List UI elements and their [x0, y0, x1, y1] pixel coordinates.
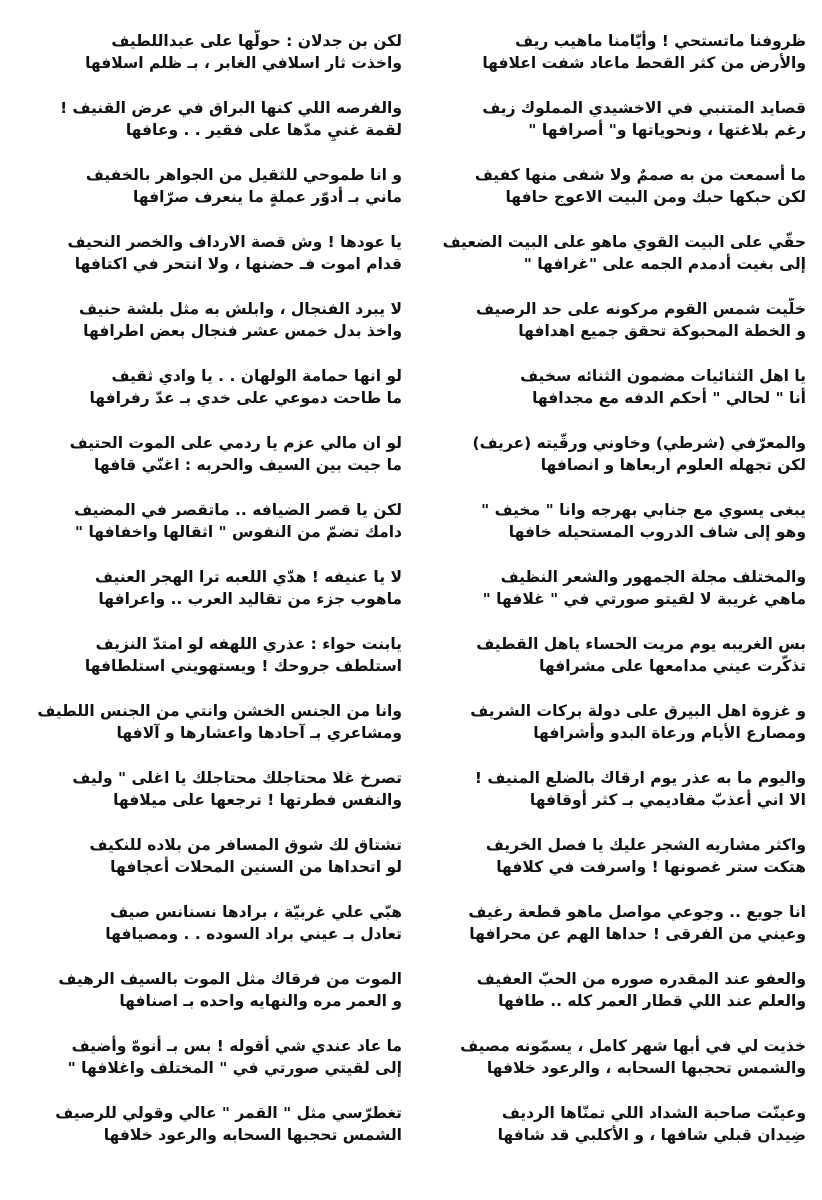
verse-second-hemistich: ماهوب جزء من تقاليد العرب .. واعرافها: [98, 590, 402, 608]
verse-second-hemistich: تذكّرت عيني مدامعها على مشرافها: [539, 657, 806, 675]
verse-second-hemistich: وعيني من الفرقى ! حداها الهم عن محرافها: [469, 925, 806, 943]
verse-second-hemistich: إلى لقيتي صورتي في " المختلف واغلافها ": [67, 1059, 402, 1077]
verse-first-hemistich: لكن بن جدلان : حولّها على عبداللطيف: [111, 32, 402, 50]
verse: [10, 633, 402, 700]
verse-first-hemistich: و غزوة اهل البيرق على دولة بركات الشريف: [470, 702, 806, 720]
verse-first-hemistich: تشتاق لك شوق المسافر من بلاده للنكيف: [89, 836, 402, 854]
verse-second-hemistich: ومشاعري بـ آحادها واعشارها و آلافها: [116, 724, 402, 742]
verse-second-hemistich: ما جيت بين السيف والحربه : اغنّي قافها: [94, 456, 402, 474]
verse-second-hemistich: قدام اموت فـ حضنها ، ولا انتحر في اكتافها: [74, 255, 402, 273]
verse-first-hemistich: يا اهل الثنائيات مضمون الثنائه سخيف: [520, 367, 806, 385]
verse-first-hemistich: و انا طموحي للثقيل من الجواهر بالخفيف: [85, 166, 402, 184]
verse-first-hemistich: والفرصه اللي كنها البراق في عرض القنيف !: [60, 99, 402, 117]
verse-second-hemistich: والأرض من كثر القحط ماعاد شفت اعلافها: [482, 54, 806, 72]
verse: [414, 901, 806, 968]
verse-first-hemistich: بس الغريبه يوم مريت الحساء ياهل القطيف: [476, 635, 806, 653]
verse: [10, 566, 402, 633]
verse: [10, 231, 402, 298]
verse-second-hemistich: و الخطة المحبوكة تحقق جميع اهدافها: [518, 322, 806, 340]
verse-second-hemistich: الشمس تحجبها السحابه والرعود خلافها: [103, 1126, 402, 1144]
verse-first-hemistich: يابنت حواء : عذري اللهفه لو امتدّ النزيف: [95, 635, 402, 653]
verse-first-hemistich: انا جويع .. وجوعي مواصل ماهو قطعة رغيف: [468, 903, 806, 921]
verse-second-hemistich: ضِيدان قبلي شافها ، و الأكلبي قد شافها: [497, 1126, 806, 1144]
verse-first-hemistich: تصرخ غلا محتاجلك محتاجلك يا اغلى " وليف: [72, 769, 402, 787]
verse-second-hemistich: هتكت ستر غصونها ! واسرفت في كلافها: [496, 858, 806, 876]
verse-second-hemistich: واخذت ثار اسلافي الغابر ، بـ ظلم اسلافها: [85, 54, 402, 72]
verse: [414, 968, 806, 1035]
verse: [414, 365, 806, 432]
verse: [10, 1035, 402, 1102]
verse-first-hemistich: والمختلف مجلة الجمهور والشعر النظيف: [500, 568, 806, 586]
verse-second-hemistich: والنفس فطرتها ! ترجعها على ميلافها: [113, 791, 402, 809]
verse: [414, 834, 806, 901]
verse-first-hemistich: واليوم ما به عذر يوم ارقاك بالضلع المنيف !: [474, 769, 806, 787]
verse: [414, 164, 806, 231]
verse: [414, 499, 806, 566]
verse-second-hemistich: لكن حبكها حبك ومن البيت الاعوج حافها: [505, 188, 806, 206]
verse-first-hemistich: لو انها حمامة الولهان . . يا وادي ثقيف: [111, 367, 402, 385]
verse-first-hemistich: واكثر مشاريه الشجر عليك يا فصل الخريف: [485, 836, 806, 854]
verse: [10, 365, 402, 432]
verse-second-hemistich: لقمة غنيٍ مدّها على فقير . . وعافها: [125, 121, 402, 139]
verse-second-hemistich: ماهي غريبة لا لقيتو صورتي في " غلافها ": [482, 590, 806, 608]
verse-first-hemistich: حقّي على البيت القوي ماهو على البيت الضعيف: [442, 233, 806, 251]
verse-second-hemistich: والشمس تحجبها السحابه ، والرعود خلافها: [486, 1059, 806, 1077]
verse-first-hemistich: يا عودها ! وش قصة الارداف والخصر النحيف: [67, 233, 402, 251]
verse: [414, 1035, 806, 1102]
verse-first-hemistich: خذيت لي في أبها شهر كامل ، يسمّونه مصيف: [460, 1037, 806, 1055]
verse: [10, 164, 402, 231]
verse: [10, 834, 402, 901]
verse-first-hemistich: لا يا عنيفه ! هدّي اللعبه ترا الهجر العنيف: [94, 568, 402, 586]
verse: [414, 97, 806, 164]
verse-first-hemistich: خلّيت شمس القوم مركونه على حد الرصيف: [476, 300, 806, 318]
verse: [10, 700, 402, 767]
verse-second-hemistich: لكن تجهله العلوم اربعاها و انصافها: [540, 456, 806, 474]
poem-column-left: [10, 30, 402, 1169]
poem-column-right: [414, 30, 806, 1169]
verse-second-hemistich: ماني بـ أدوّر عملةٍ ما ينعرف صرّافها: [132, 188, 402, 206]
verse: [10, 30, 402, 97]
verse: [10, 97, 402, 164]
verse-first-hemistich: والمعرّفي (شرطي) وخاوني ورقّيته (عريف): [472, 434, 806, 452]
verse: [414, 1102, 806, 1169]
verse-first-hemistich: ظروفنا ماتستحي ! وأيّامنا ماهيب ريف: [515, 32, 806, 50]
verse-first-hemistich: يبغى يسوي مع جنابي بهرجه وانا " مخيف ": [481, 501, 806, 519]
verse: [414, 767, 806, 834]
verse-second-hemistich: دامك تضمّ من النفوس " اثقالها واخفافها ": [74, 523, 402, 541]
verse-first-hemistich: لو ان مالي عزم يا ردمي على الموت الحتيف: [69, 434, 402, 452]
verse: [10, 1102, 402, 1169]
verse-second-hemistich: واخذ بدل خمس عشر فنجال بعض اطرافها: [83, 322, 402, 340]
verse-second-hemistich: الا اني أعذبّ مقاديمي بـ كثر أوقافها: [529, 791, 806, 809]
verse: [10, 499, 402, 566]
verse-first-hemistich: والعفو عند المقدره صوره من الحبّ العفيف: [476, 970, 806, 988]
verse-second-hemistich: رغم بلاغتها ، ونحوياتها و" أصرافها ": [528, 121, 806, 139]
verse-first-hemistich: ما عاد عندي شي أقوله ! بس بـ أنوهّ وأضيف: [71, 1037, 402, 1055]
verse-first-hemistich: وعينّت صاحبة الشداد اللي تمنّاها الرديف: [501, 1104, 806, 1122]
verse-first-hemistich: لا يبرد الفنجال ، وابلش به مثل بلشة حنيف: [79, 300, 402, 318]
verse-first-hemistich: وانا من الجنس الخشن وانتي من الجنس اللطيف: [37, 702, 402, 720]
verse-second-hemistich: استلطف جروحك ! ويستهويني استلطافها: [84, 657, 402, 675]
verse-second-hemistich: ما طاحت دموعي على خدي بـ عدّ رفرافها: [89, 389, 402, 407]
verse: [10, 298, 402, 365]
verse-second-hemistich: تعادل بـ عيني براد السوده . . ومصيافها: [105, 925, 402, 943]
verse: [414, 30, 806, 97]
verse-second-hemistich: لو اتحداها من السنين المحلات أعجافها: [110, 858, 402, 876]
verse-second-hemistich: والعلم عند اللي قطار العمر كله .. طافها: [498, 992, 806, 1010]
verse-second-hemistich: وهو إلى شاف الدروب المستحيله خافها: [508, 523, 806, 541]
verse-first-hemistich: لكن يا قصر الضيافه .. ماتقصر في المضيف: [74, 501, 402, 519]
verse-second-hemistich: إلى بغيت أدمدم الجمه على "غرافها ": [523, 255, 806, 273]
verse: [10, 767, 402, 834]
verse: [414, 432, 806, 499]
verse-first-hemistich: تغطرّسي مثل " القمر " عالي وقولي للرصيف: [55, 1104, 402, 1122]
verse-first-hemistich: الموت من فرقاك مثل الموت بالسيف الرهيف: [58, 970, 402, 988]
verse-second-hemistich: ومصارع الأيام ورعاة البدو وأشرافها: [533, 724, 806, 742]
verse: [414, 566, 806, 633]
verse: [414, 633, 806, 700]
verse-first-hemistich: قصايد المتنبي في الاخشيدي المملوك زيف: [482, 99, 806, 117]
verse: [414, 298, 806, 365]
verse-second-hemistich: أنا " لحالي " أحكم الدفه مع مجدافها: [532, 389, 806, 407]
verse: [10, 901, 402, 968]
verse: [414, 231, 806, 298]
verse: [414, 700, 806, 767]
verse-second-hemistich: و العمر مره والنهايه واحده بـ اصنافها: [119, 992, 402, 1010]
verse: [10, 432, 402, 499]
verse-first-hemistich: ما أسمعت من به صممٌ ولا شفى منها كفيف: [474, 166, 806, 184]
verse-first-hemistich: هبّي علي غربيّة ، برادها نسنانس صيف: [110, 903, 402, 921]
verse: [10, 968, 402, 1035]
